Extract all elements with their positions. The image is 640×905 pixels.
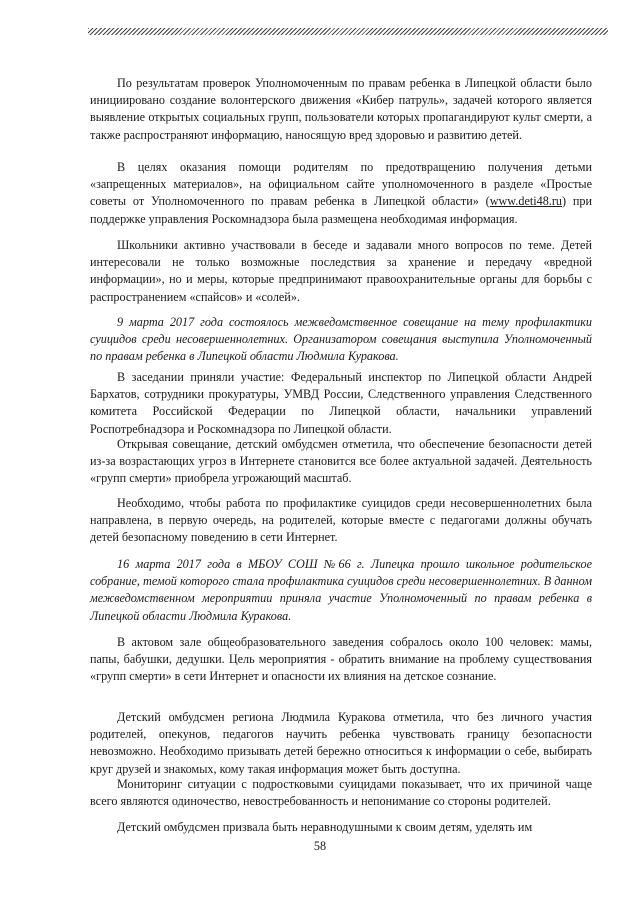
paragraph-students-questions: Школьники активно участвовали в беседе и задавали много вопросов по теме. Детей интересовали не только возможные последствия за хранение и передачу «вредной информации», но и меры, которые предпринимают правоохранительные органы для борьбы с распространением «спайсов» и «солей». (90, 238, 592, 304)
paragraph-march16-meeting: 16 марта 2017 года в МБОУ СОШ №66 г. Липецка прошло школьное родительское собрание, темой которого стала профилактика суицидов среди несовершеннолетних. В данном межведомственном мероприятии приняла участие Уполномоченный по правам ребенка в Липецкой области Людмила Куракова. (90, 557, 592, 623)
paragraph-parent-help: В целях оказания помощи родителям по предотвращению получения детьми «запрещенных материалов», на официальном сайте уполномоченного в разделе «Простые советы от Уполномоченного по правам ребенка в Липецкой области» (www.deti48.ru) при поддержке управления Роскомнадзора была размещена необходимая информация. (90, 160, 592, 226)
page-number: 58 (313, 839, 327, 853)
paragraph-assembly-hall: В актовом зале общеобразовательного заведения собралось около 100 человек: мамы, папы, бабушки, дедушки. Цель мероприятия - обратить внимание на проблему существования «групп смерти» в сети Интернет и опасности их влияния на детское сознание. (90, 635, 592, 684)
paragraph-march9-meeting: 9 марта 2017 года состоялось межведомственное совещание на тему профилактики суицидов среди несовершеннолетних. Организатором совещания выступила Уполномоченный по правам ребенка в Липецкой области Людмила Куракова. (90, 315, 592, 364)
paragraph-volunteer-movement: По результатам проверок Уполномоченным по правам ребенка в Липецкой области было инициировано создание волонтерского движения «Кибер патруль», задачей которого является выявление открытых социальных групп, пользователи которых пропагандируют культ смерти, а также распространяют информацию, наносящую вред здоровью и развитию детей. (90, 76, 592, 142)
site-link[interactable]: www.deti48.ru (489, 194, 563, 209)
paragraph-parental-participation: Детский омбудсмен региона Людмила Куракова отметила, что без личного участия родителей, опекунов, педагогов научить ребенка чувствовать границу безопасности невозможно. Необходимо призывать детей бережно относиться к информации о себе, выбирать круг друзей и знакомых, кому такая информация может быть доступна. (90, 710, 592, 776)
paragraph-suicide-monitoring: Мониторинг ситуации с подростковыми суицидами показывает, что их причиной чаще всего являются одиночество, невостребованность и непонимание со стороны родителей. (90, 777, 592, 809)
top-decorative-border (88, 28, 608, 35)
paragraph-prevention-work: Необходимо, чтобы работа по профилактике суицидов среди несовершеннолетних была направлена, в первую очередь, на родителей, которые вместе с педагогами должны обучать детей безопасному поведению в сети Интернет. (90, 496, 592, 545)
paragraph-ombudsman-opening: Открывая совещание, детский омбудсмен отметила, что обеспечение безопасности детей из-за возрастающих угроз в Интернете становится все более актуальной задачей. Деятельность «групп смерти» приобрела угрожающий масштаб. (90, 437, 592, 486)
paragraph-meeting-participants: В заседании приняли участие: Федеральный инспектор по Липецкой области Андрей Бархатов, сотрудники прокуратуры, УМВД России, Следственного управления Следственного комитета Российской Федерации по Липецкой области, начальники управлений Роспотребнадзора и Роскомнадзора по Липецкой области. (90, 370, 592, 436)
paragraph-ombudsman-appeal: Детский омбудсмен призвала быть неравнодушными к своим детям, уделять им (117, 820, 533, 834)
